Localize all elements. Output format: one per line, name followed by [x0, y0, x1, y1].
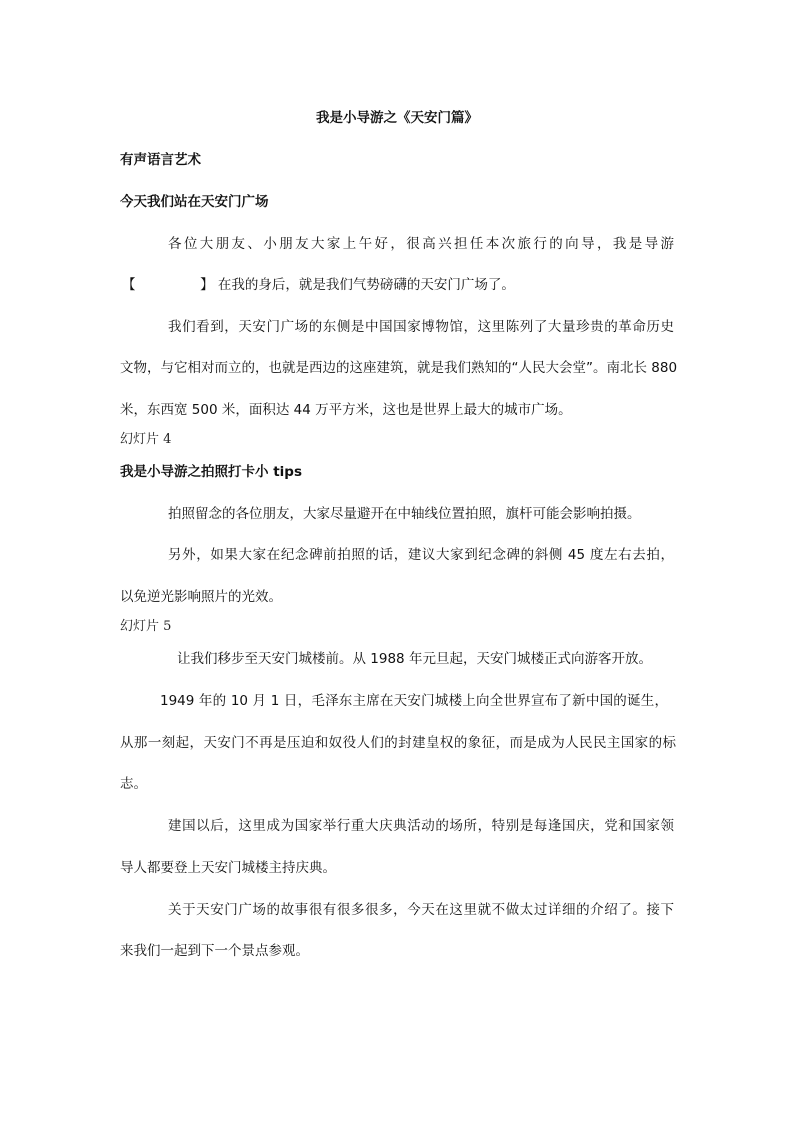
paragraph-6-line-3: 志。: [120, 776, 147, 792]
paragraph-6-line-2: 从那一刻起，天安门不再是压迫和奴役人们的封建皇权的象征，而是成为人民民主国家的标: [120, 735, 676, 751]
paragraph-8-line-1: 关于天安门广场的故事很有很多很多，今天在这里就不做太过详细的介绍了。接下: [168, 902, 674, 918]
bracket-close: 】: [200, 277, 214, 293]
paragraph-6-line-1: 1949 年的 10 月 1 日，毛泽东主席在天安门城楼上向全世界宣布了新中国的诞生，: [160, 693, 668, 709]
paragraph-1-line-2: [122, 276, 515, 294]
paragraph-2-line-1: 我们看到，天安门广场的东侧是中国国家博物馆，这里陈列了大量珍贵的革命历史: [168, 319, 674, 335]
paragraph-1-text: 在我的身后，就是我们气势磅礴的天安门广场了。: [217, 277, 515, 293]
paragraph-3-line-1: 拍照留念的各位朋友，大家尽量避开在中轴线位置拍照，旗杆可能会影响拍摄。: [168, 506, 641, 522]
section-heading: 有声语言艺术: [120, 152, 201, 168]
tips-heading: 我是小导游之拍照打卡小 tips: [120, 464, 302, 480]
paragraph-5-line-1: 让我们移步至天安门城楼前。从 1988 年元旦起，天安门城楼正式向游客开放。: [177, 651, 652, 667]
paragraph-7-line-1: 建国以后，这里成为国家举行重大庆典活动的场所，特别是每逢国庆，党和国家领: [168, 818, 674, 834]
paragraph-1-line-1: 各位大朋友、小朋友大家上午好，很高兴担任本次旅行的向导，我是导游: [168, 236, 674, 252]
paragraph-8-line-2: 来我们一起到下一个景点参观。: [120, 943, 309, 959]
paragraph-4-line-2: 以免逆光影响照片的光效。: [120, 589, 282, 605]
document-title: 我是小导游之《天安门篇》: [316, 110, 478, 126]
paragraph-2-line-3: 米，东西宽 500 米，面积达 44 万平方米，这也是世界上最大的城市广场。: [120, 402, 572, 418]
paragraph-7-line-2: 导人都要登上天安门城楼主持庆典。: [120, 860, 336, 876]
sub-heading: 今天我们站在天安门广场: [120, 194, 269, 210]
slide-label-4: 幻灯片 4: [120, 432, 172, 447]
slide-label-5: 幻灯片 5: [120, 619, 172, 634]
bracket-open: 【: [122, 277, 136, 293]
paragraph-2-line-2: 文物，与它相对而立的，也就是西边的这座建筑，就是我们熟知的“人民大会堂”。南北长 880: [120, 360, 678, 376]
paragraph-4-line-1: 另外，如果大家在纪念碑前拍照的话，建议大家到纪念碑的斜侧 45 度左右去拍，: [168, 547, 674, 563]
